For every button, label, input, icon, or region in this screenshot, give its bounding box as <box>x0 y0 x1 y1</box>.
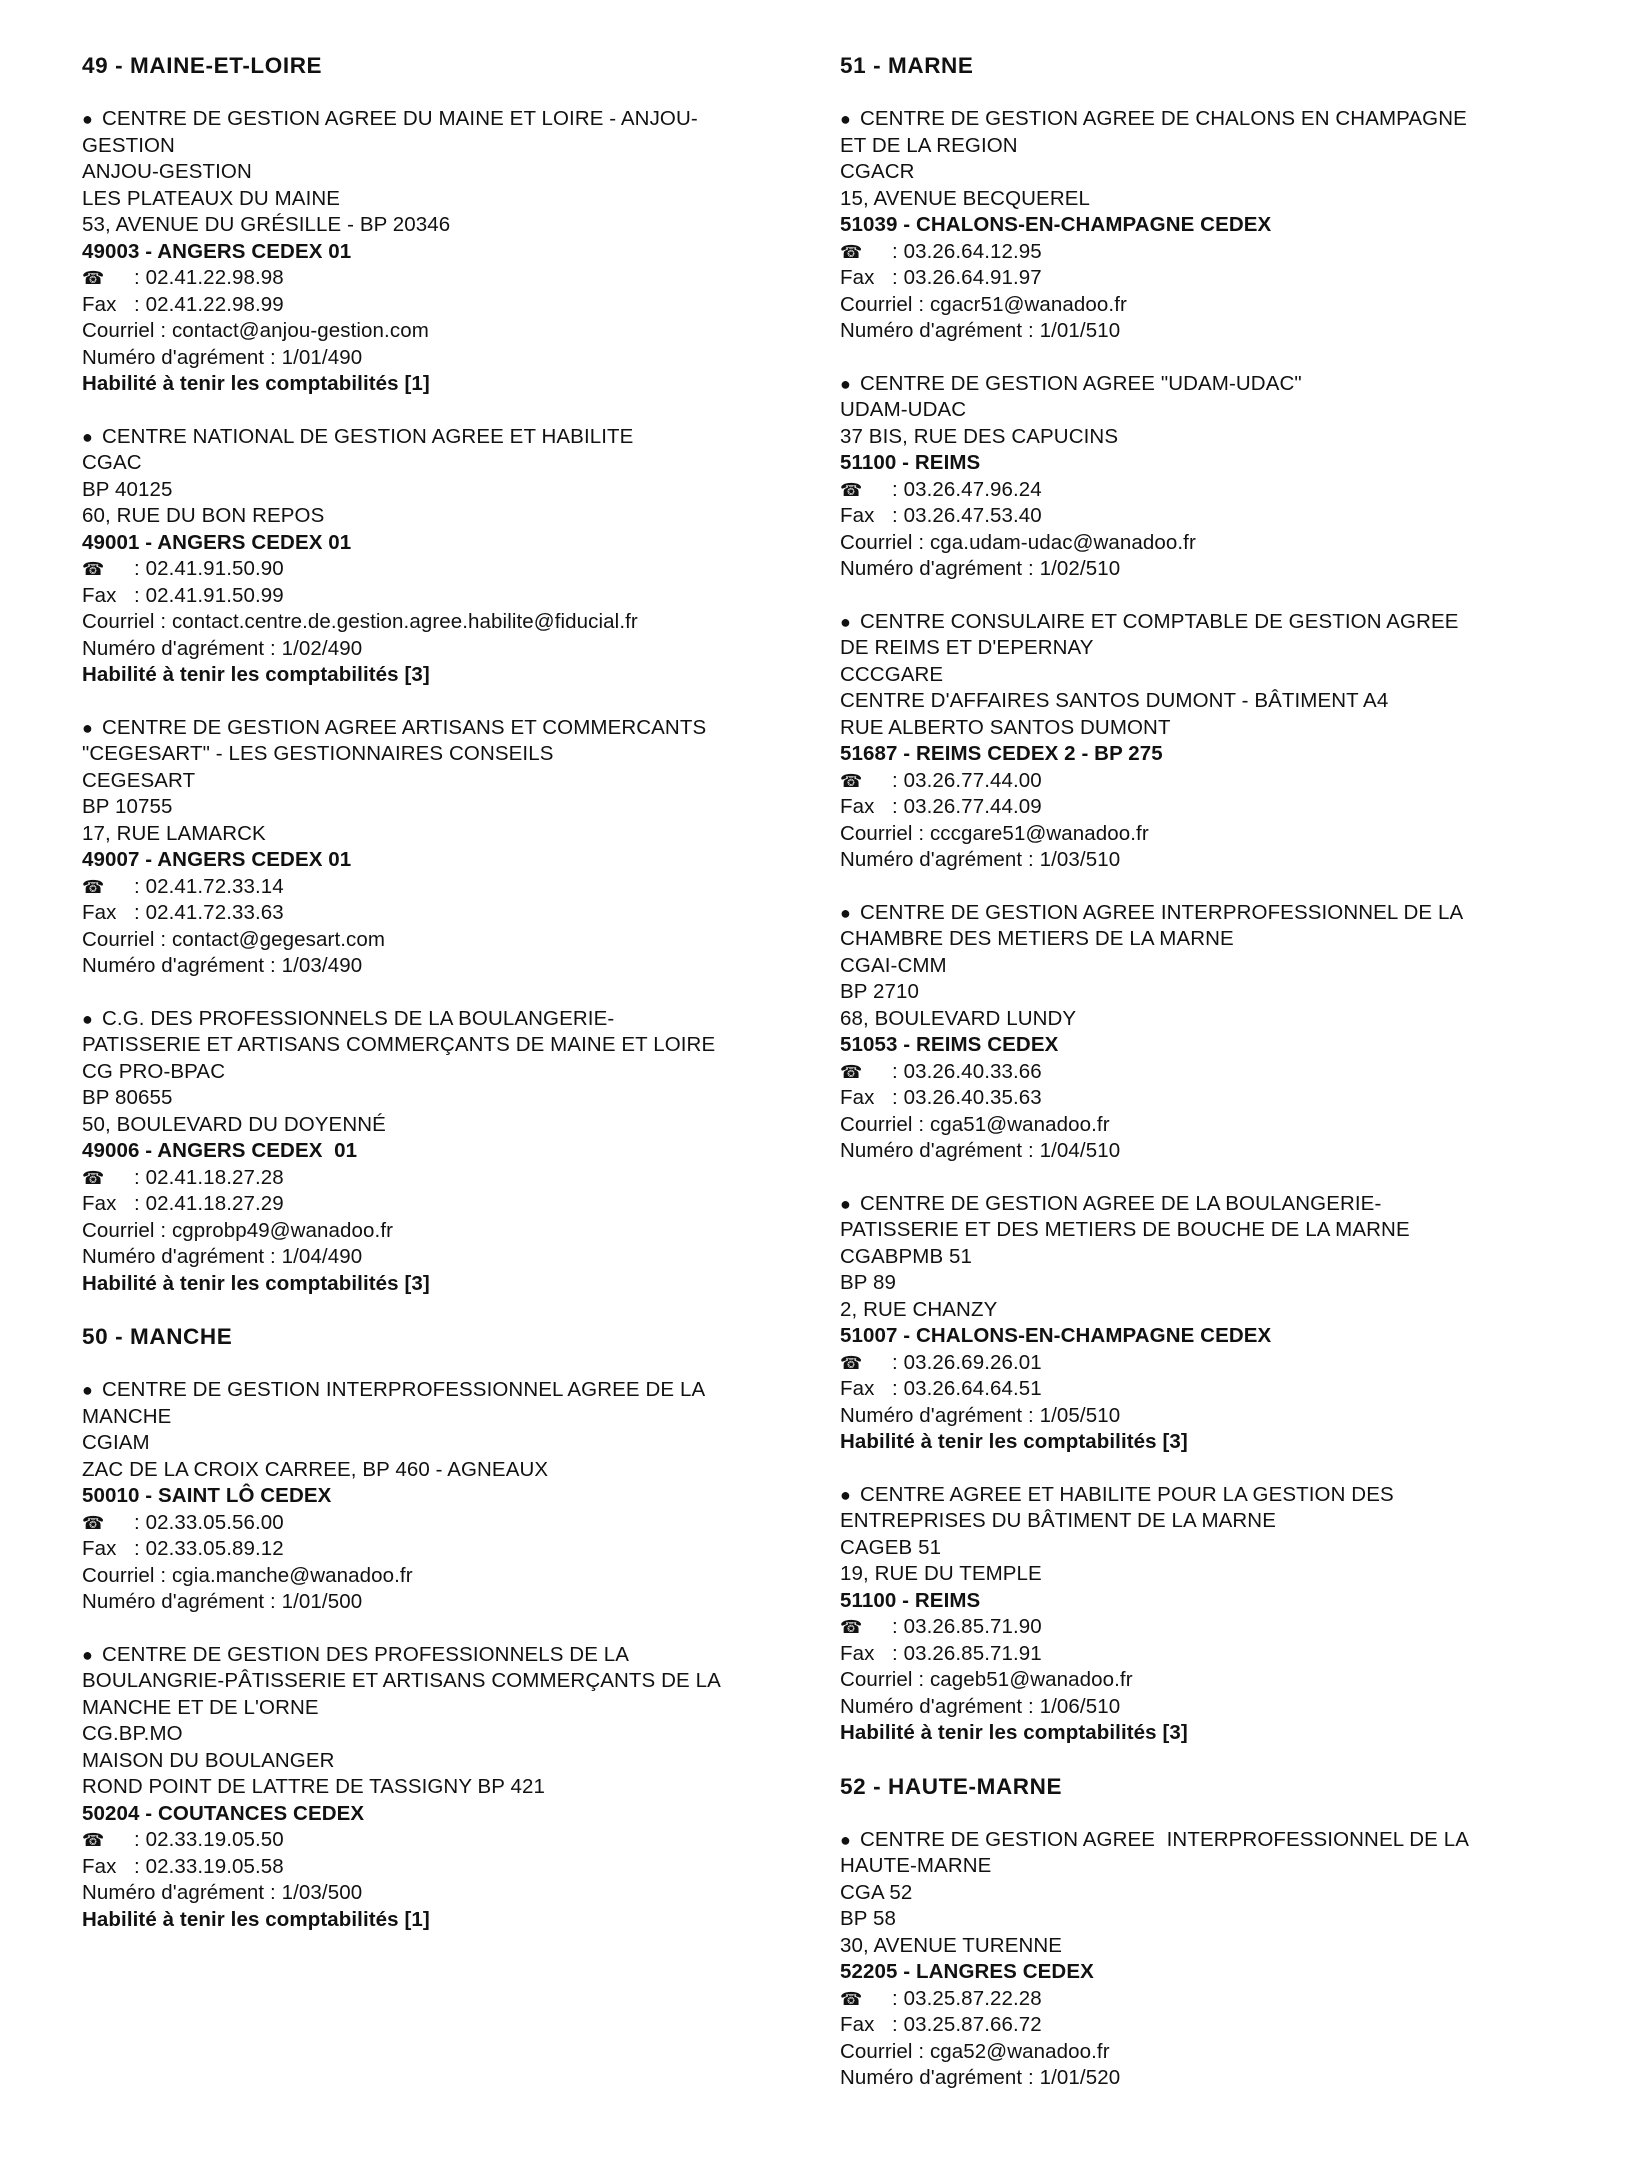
phone-icon-cell <box>840 477 892 504</box>
entry-name-text: C.G. DES PROFESSIONNELS DE LA BOULANGERIE- <box>102 1006 615 1030</box>
entry-name-line <box>82 1032 782 1059</box>
entry-name-text: CENTRE DE GESTION AGREE DU MAINE ET LOIRE - ANJOU- <box>102 107 698 130</box>
entry-name-line <box>840 1853 1540 1880</box>
entry-name-text: MANCHE <box>82 1404 172 1428</box>
telephone-icon: ☎ <box>840 241 863 262</box>
directory-entry <box>840 1191 1540 1456</box>
entry-name-text: "CEGESART" - LES GESTIONNAIRES CONSEILS <box>82 742 554 765</box>
telephone-icon: ☎ <box>82 1512 105 1533</box>
entry-name-text: CENTRE AGREE ET HABILITE POUR LA GESTION DES <box>860 1482 1394 1506</box>
address-line: CGAI-CMM <box>840 953 947 977</box>
city-line: 49006 - ANGERS CEDEX 01 <box>82 1139 358 1162</box>
telephone-icon: ☎ <box>82 1167 105 1188</box>
fax-label: Fax <box>82 901 117 924</box>
address-line: 30, AVENUE TURENNE <box>840 1933 1063 1957</box>
agrement-line: Numéro d'agrément : 1/03/510 <box>840 848 1121 871</box>
department-title: 50 - MANCHE <box>82 1324 233 1349</box>
fax-label: Fax <box>840 504 875 527</box>
address-line: 37 BIS, RUE DES CAPUCINS <box>840 424 1119 448</box>
agrement-line: Numéro d'agrément : 1/03/490 <box>82 954 363 977</box>
bullet-icon: ● <box>840 373 851 394</box>
fax-label: Fax <box>840 1377 875 1400</box>
entry-name-text: DE REIMS ET D'EPERNAY <box>840 636 1094 659</box>
telephone-icon: ☎ <box>82 559 105 579</box>
phone-icon-cell <box>82 1510 134 1537</box>
directory-entry <box>840 1827 1540 2092</box>
phone-icon-cell <box>82 1165 134 1192</box>
entry-name-text: CENTRE DE GESTION AGREE DE LA BOULANGERIE- <box>860 1191 1382 1215</box>
phone-line <box>840 1614 1540 1641</box>
directory-entry <box>82 1006 782 1298</box>
fax-number: : 03.26.47.53.40 <box>892 504 1042 527</box>
entry-name-text: BOULANGRIE-PÂTISSERIE ET ARTISANS COMMERÇANTS DE LA <box>82 1669 721 1692</box>
address-line: 60, RUE DU BON REPOS <box>82 504 325 527</box>
entry-name-line <box>82 106 782 133</box>
address-line: 53, AVENUE DU GRÉSILLE - BP 20346 <box>82 213 451 236</box>
phone-line <box>82 265 782 292</box>
address-line: CEGESART <box>82 768 196 792</box>
entry-name-line <box>82 741 782 768</box>
entry-name-line <box>82 1377 782 1404</box>
phone-number: : 02.33.05.56.00 <box>134 1510 284 1534</box>
directory-entry <box>82 424 782 689</box>
entry-name-line <box>82 1404 782 1431</box>
city-line: 50010 - SAINT LÔ CEDEX <box>82 1484 332 1507</box>
entry-name-line <box>82 715 782 742</box>
city-line: 51007 - CHALONS-EN-CHAMPAGNE CEDEX <box>840 1324 1272 1347</box>
fax-line <box>840 503 1540 530</box>
phone-number: : 02.33.19.05.50 <box>134 1828 284 1851</box>
entry-name-text: CENTRE DE GESTION AGREE "UDAM-UDAC" <box>860 371 1302 395</box>
address-line: BP 40125 <box>82 477 173 501</box>
entry-name-text: PATISSERIE ET DES METIERS DE BOUCHE DE LA MARNE <box>840 1218 1410 1241</box>
bullet-icon: ● <box>840 1829 851 1850</box>
entry-name-text: CENTRE CONSULAIRE ET COMPTABLE DE GESTION AGREE <box>860 609 1459 633</box>
address-line: CGIAM <box>82 1431 150 1454</box>
fax-line <box>840 1641 1540 1668</box>
phone-line <box>82 874 782 901</box>
fax-number: : 02.33.05.89.12 <box>134 1537 284 1560</box>
entry-name-line <box>840 1827 1540 1854</box>
habilite-line: Habilité à tenir les comptabilités [3] <box>840 1430 1188 1453</box>
entry-name-line <box>840 1191 1540 1218</box>
directory-entry <box>82 1377 782 1616</box>
agrement-line: Numéro d'agrément : 1/01/490 <box>82 345 363 369</box>
email-line: Courriel : contact@gegesart.com <box>82 927 386 951</box>
phone-icon-cell <box>840 768 892 795</box>
phone-number: : 02.41.91.50.90 <box>134 557 284 580</box>
address-line: CCCGARE <box>840 662 944 686</box>
fax-number: : 03.26.64.91.97 <box>892 266 1042 289</box>
city-line: 51053 - REIMS CEDEX <box>840 1033 1059 1056</box>
email-line: Courriel : contact@anjou-gestion.com <box>82 319 429 342</box>
entry-name-text: PATISSERIE ET ARTISANS COMMERÇANTS DE MAINE ET LOIRE <box>82 1033 716 1056</box>
fax-number: : 03.26.85.71.91 <box>892 1641 1042 1665</box>
phone-line <box>82 1827 782 1854</box>
address-line: BP 89 <box>840 1271 896 1294</box>
address-line: 50, BOULEVARD DU DOYENNÉ <box>82 1112 386 1136</box>
fax-line <box>82 1191 782 1218</box>
fax-line <box>82 583 782 610</box>
department-title: 49 - MAINE-ET-LOIRE <box>82 53 323 78</box>
bullet-icon: ● <box>840 109 851 129</box>
entry-name-line <box>840 1217 1540 1244</box>
entry-name-text: CENTRE DE GESTION DES PROFESSIONNELS DE LA <box>102 1642 630 1666</box>
entry-name-line <box>840 926 1540 953</box>
habilite-line: Habilité à tenir les comptabilités [3] <box>82 1271 430 1295</box>
phone-icon-cell <box>840 239 892 266</box>
right-column <box>840 52 1540 2180</box>
phone-icon-cell <box>840 1350 892 1377</box>
address-line: CGAC <box>82 451 142 474</box>
bullet-icon: ● <box>840 611 851 632</box>
habilite-line: Habilité à tenir les comptabilités [3] <box>82 663 430 686</box>
entry-name-line <box>840 133 1540 160</box>
telephone-icon: ☎ <box>82 876 105 897</box>
address-line: LES PLATEAUX DU MAINE <box>82 186 341 210</box>
fax-label: Fax <box>840 2013 875 2036</box>
phone-icon-cell <box>82 874 134 901</box>
fax-number: : 02.33.19.05.58 <box>134 1854 284 1878</box>
city-line: 51039 - CHALONS-EN-CHAMPAGNE CEDEX <box>840 213 1272 236</box>
phone-icon-cell <box>82 1827 134 1854</box>
phone-line <box>82 1510 782 1537</box>
bullet-icon: ● <box>840 902 851 923</box>
department-title: 52 - HAUTE-MARNE <box>840 1773 1063 1799</box>
phone-number: : 02.41.22.98.98 <box>134 266 284 289</box>
phone-icon-cell <box>82 265 134 292</box>
left-column <box>82 52 782 2180</box>
phone-number: : 03.26.64.12.95 <box>892 239 1042 263</box>
entry-name-line <box>82 424 782 451</box>
entry-name-text: CENTRE DE GESTION INTERPROFESSIONNEL AGREE DE LA <box>102 1378 706 1401</box>
phone-line <box>840 768 1540 795</box>
entry-name-text: GESTION <box>82 133 175 157</box>
phone-icon-cell <box>840 1059 892 1086</box>
entry-name-text: CENTRE DE GESTION AGREE ARTISANS ET COMMERCANTS <box>102 715 707 739</box>
fax-number: : 03.25.87.66.72 <box>892 2013 1042 2036</box>
email-line: Courriel : cageb51@wanadoo.fr <box>840 1668 1133 1691</box>
address-line: ZAC DE LA CROIX CARREE, BP 460 - AGNEAUX <box>82 1457 549 1481</box>
phone-line <box>840 1350 1540 1377</box>
fax-label: Fax <box>82 583 117 607</box>
bullet-icon: ● <box>82 1380 93 1400</box>
entry-name-line <box>840 1482 1540 1509</box>
agrement-line: Numéro d'agrément : 1/02/490 <box>82 636 363 660</box>
fax-line <box>82 1854 782 1881</box>
address-line: ANJOU-GESTION <box>82 160 252 183</box>
entry-name-line <box>840 609 1540 636</box>
phone-number: : 02.41.72.33.14 <box>134 874 284 898</box>
agrement-line: Numéro d'agrément : 1/03/500 <box>82 1881 363 1904</box>
city-line: 50204 - COUTANCES CEDEX <box>82 1801 365 1825</box>
entry-name-line <box>82 1642 782 1669</box>
bullet-icon: ● <box>82 109 93 129</box>
entry-name-text: ENTREPRISES DU BÂTIMENT DE LA MARNE <box>840 1509 1276 1532</box>
agrement-line: Numéro d'agrément : 1/01/520 <box>840 2066 1121 2089</box>
email-line: Courriel : cga.udam-udac@wanadoo.fr <box>840 530 1196 554</box>
telephone-icon: ☎ <box>840 770 863 791</box>
agrement-line: Numéro d'agrément : 1/06/510 <box>840 1694 1121 1718</box>
address-line: 2, RUE CHANZY <box>840 1297 998 1321</box>
address-line: BP 2710 <box>840 980 919 1003</box>
fax-number: : 02.41.91.50.99 <box>134 583 284 607</box>
email-line: Courriel : cccgare51@wanadoo.fr <box>840 821 1149 845</box>
entry-name-line <box>82 1006 782 1033</box>
entry-name-text: CENTRE DE GESTION AGREE INTERPROFESSIONNEL DE LA <box>860 1827 1470 1851</box>
directory-entry <box>840 900 1540 1165</box>
fax-line <box>840 794 1540 821</box>
address-line: BP 10755 <box>82 795 173 818</box>
phone-line <box>82 1165 782 1192</box>
telephone-icon: ☎ <box>82 268 105 288</box>
agrement-line: Numéro d'agrément : 1/01/500 <box>82 1590 363 1613</box>
fax-label: Fax <box>82 1537 117 1560</box>
fax-number: : 02.41.72.33.63 <box>134 901 284 924</box>
bullet-icon: ● <box>82 1008 93 1029</box>
entry-name-text: CENTRE NATIONAL DE GESTION AGREE ET HABILITE <box>102 424 634 448</box>
telephone-icon: ☎ <box>840 479 863 500</box>
entry-name-text: CENTRE DE GESTION AGREE INTERPROFESSIONNEL DE LA <box>860 900 1464 924</box>
directory-entry <box>840 1482 1540 1747</box>
address-line: CENTRE D'AFFAIRES SANTOS DUMONT - BÂTIMENT A4 <box>840 689 1389 712</box>
entry-name-line <box>840 371 1540 398</box>
address-line: 15, AVENUE BECQUEREL <box>840 186 1090 210</box>
bullet-icon: ● <box>82 426 93 447</box>
agrement-line: Numéro d'agrément : 1/04/490 <box>82 1245 363 1268</box>
directory-entry <box>82 1642 782 1934</box>
phone-number: : 03.26.40.33.66 <box>892 1059 1042 1083</box>
entry-name-line <box>840 1508 1540 1535</box>
fax-line <box>840 265 1540 292</box>
address-line: CGABPMB 51 <box>840 1244 973 1268</box>
address-line: BP 58 <box>840 1907 896 1930</box>
city-line: 52205 - LANGRES CEDEX <box>840 1960 1094 1983</box>
agrement-line: Numéro d'agrément : 1/01/510 <box>840 319 1121 342</box>
city-line: 49003 - ANGERS CEDEX 01 <box>82 239 352 263</box>
telephone-icon: ☎ <box>840 1617 863 1637</box>
fax-number: : 02.41.18.27.29 <box>134 1192 284 1215</box>
agrement-line: Numéro d'agrément : 1/05/510 <box>840 1403 1121 1427</box>
email-line: Courriel : cgprobp49@wanadoo.fr <box>82 1218 394 1242</box>
entry-name-text: ET DE LA REGION <box>840 133 1018 157</box>
email-line: Courriel : cga52@wanadoo.fr <box>840 2039 1110 2063</box>
email-line: Courriel : cgacr51@wanadoo.fr <box>840 292 1127 316</box>
email-line: Courriel : cgia.manche@wanadoo.fr <box>82 1563 413 1587</box>
fax-number: : 03.26.77.44.09 <box>892 795 1042 818</box>
phone-line <box>840 1986 1540 2013</box>
bullet-icon: ● <box>840 1484 851 1505</box>
phone-number: : 03.26.47.96.24 <box>892 477 1042 501</box>
address-line: CGACR <box>840 160 915 183</box>
phone-line <box>840 1059 1540 1086</box>
city-line: 49001 - ANGERS CEDEX 01 <box>82 530 352 554</box>
habilite-line: Habilité à tenir les comptabilités [3] <box>840 1721 1188 1744</box>
fax-line <box>840 1085 1540 1112</box>
entry-name-line <box>82 1668 782 1695</box>
directory-entry <box>840 609 1540 874</box>
entry-name-text: CENTRE DE GESTION AGREE DE CHALONS EN CHAMPAGNE <box>860 107 1467 130</box>
address-line: MAISON DU BOULANGER <box>82 1748 335 1772</box>
fax-line <box>840 2012 1540 2039</box>
telephone-icon: ☎ <box>840 1061 863 1082</box>
phone-number: : 03.26.77.44.00 <box>892 768 1042 792</box>
entry-name-text: MANCHE ET DE L'ORNE <box>82 1695 319 1719</box>
phone-number: : 03.26.69.26.01 <box>892 1350 1042 1374</box>
habilite-line: Habilité à tenir les comptabilités [1] <box>82 372 430 395</box>
city-line: 51100 - REIMS <box>840 1588 981 1612</box>
email-line: Courriel : cga51@wanadoo.fr <box>840 1112 1110 1136</box>
fax-number: : 03.26.40.35.63 <box>892 1086 1042 1109</box>
bullet-icon: ● <box>840 1193 851 1214</box>
city-line: 49007 - ANGERS CEDEX 01 <box>82 848 352 871</box>
phone-line <box>82 556 782 583</box>
fax-line <box>840 1376 1540 1403</box>
phone-number: : 03.25.87.22.28 <box>892 1986 1042 2010</box>
fax-line <box>82 1536 782 1563</box>
fax-label: Fax <box>82 1854 117 1878</box>
address-line: RUE ALBERTO SANTOS DUMONT <box>840 715 1171 739</box>
phone-icon-cell <box>82 556 134 583</box>
fax-label: Fax <box>840 266 875 289</box>
fax-label: Fax <box>82 1192 117 1215</box>
city-line: 51100 - REIMS <box>840 451 981 474</box>
agrement-line: Numéro d'agrément : 1/04/510 <box>840 1139 1121 1162</box>
address-line: CG PRO-BPAC <box>82 1059 226 1083</box>
address-line: BP 80655 <box>82 1086 173 1109</box>
address-line: CG.BP.MO <box>82 1722 183 1745</box>
fax-label: Fax <box>840 795 875 818</box>
agrement-line: Numéro d'agrément : 1/02/510 <box>840 557 1121 580</box>
telephone-icon: ☎ <box>840 1352 863 1373</box>
phone-icon-cell <box>840 1986 892 2013</box>
entry-name-line <box>840 900 1540 927</box>
telephone-icon: ☎ <box>82 1830 105 1850</box>
telephone-icon: ☎ <box>840 1988 863 2009</box>
address-line: 68, BOULEVARD LUNDY <box>840 1006 1077 1030</box>
directory-entry <box>82 715 782 980</box>
directory-entry <box>82 106 782 398</box>
entry-name-line <box>82 1695 782 1722</box>
fax-label: Fax <box>82 292 117 316</box>
habilite-line: Habilité à tenir les comptabilités [1] <box>82 1907 430 1931</box>
address-line: CAGEB 51 <box>840 1535 942 1559</box>
phone-icon-cell <box>840 1614 892 1641</box>
entry-name-text: HAUTE-MARNE <box>840 1854 992 1877</box>
bullet-icon: ● <box>82 1644 93 1665</box>
fax-label: Fax <box>840 1641 875 1665</box>
address-line: UDAM-UDAC <box>840 398 967 421</box>
directory-entry <box>840 371 1540 583</box>
address-line: 17, RUE LAMARCK <box>82 821 266 845</box>
entry-name-line <box>82 133 782 160</box>
phone-number: : 03.26.85.71.90 <box>892 1615 1042 1638</box>
address-line: CGA 52 <box>840 1880 913 1904</box>
city-line: 51687 - REIMS CEDEX 2 - BP 275 <box>840 742 1163 765</box>
fax-line <box>82 292 782 319</box>
entry-name-line <box>840 635 1540 662</box>
fax-label: Fax <box>840 1086 875 1109</box>
phone-number: : 02.41.18.27.28 <box>134 1165 284 1189</box>
phone-line <box>840 477 1540 504</box>
entry-name-text: CHAMBRE DES METIERS DE LA MARNE <box>840 927 1234 950</box>
fax-line <box>82 900 782 927</box>
entry-name-line <box>840 106 1540 133</box>
fax-number: : 03.26.64.64.51 <box>892 1377 1042 1400</box>
email-line: Courriel : contact.centre.de.gestion.agree.habilite@fiducial.fr <box>82 610 638 633</box>
bullet-icon: ● <box>82 717 93 738</box>
fax-number: : 02.41.22.98.99 <box>134 292 284 316</box>
address-line: ROND POINT DE LATTRE DE TASSIGNY BP 421 <box>82 1775 546 1798</box>
address-line: 19, RUE DU TEMPLE <box>840 1562 1042 1585</box>
directory-entry <box>840 106 1540 345</box>
phone-line <box>840 239 1540 266</box>
department-title: 51 - MARNE <box>840 53 974 78</box>
